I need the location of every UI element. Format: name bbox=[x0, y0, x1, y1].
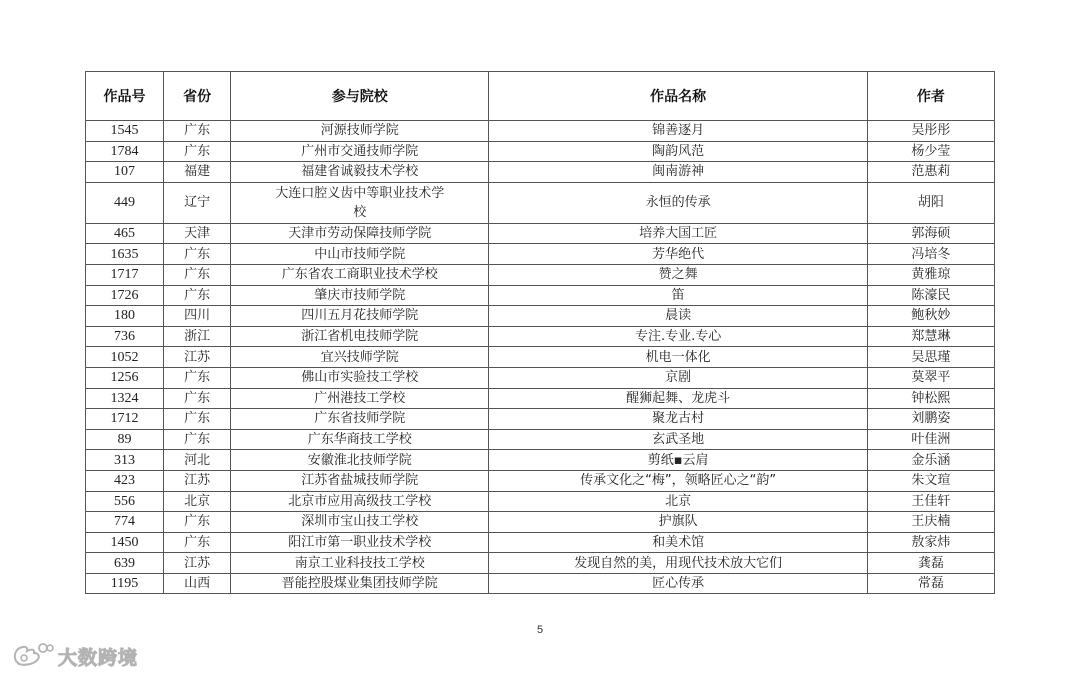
cell-work-id: 107 bbox=[86, 162, 164, 183]
table-row bbox=[86, 223, 995, 244]
cell-work-title: 培养大国工匠 bbox=[489, 223, 867, 244]
cell-province: 广东 bbox=[164, 285, 231, 306]
cell-author: 常磊 bbox=[867, 573, 994, 594]
table-row bbox=[86, 162, 995, 183]
cell-work-id: 1195 bbox=[86, 573, 164, 594]
cell-author: 王佳轩 bbox=[867, 491, 994, 512]
cell-author: 陈濠民 bbox=[867, 285, 994, 306]
page-number: 5 bbox=[536, 624, 544, 636]
cell-work-id: 1717 bbox=[86, 264, 164, 285]
header-province: 省份 bbox=[164, 72, 231, 121]
cell-work-title: 和美术馆 bbox=[489, 532, 867, 553]
cell-work-title: 永恒的传承 bbox=[489, 182, 867, 223]
cell-work-id: 465 bbox=[86, 223, 164, 244]
cell-author: 冯培冬 bbox=[867, 244, 994, 265]
cell-author: 郑慧琳 bbox=[867, 326, 994, 347]
cell-work-title: 醒狮起舞、龙虎斗 bbox=[489, 388, 867, 409]
cell-province: 江苏 bbox=[164, 347, 231, 368]
cell-school: 阳江市第一职业技术学校 bbox=[231, 532, 489, 553]
cell-author: 钟松熙 bbox=[867, 388, 994, 409]
cell-work-title: 京剧 bbox=[489, 367, 867, 388]
cell-school: 广东省技师学院 bbox=[231, 409, 489, 430]
cell-work-title: 玄武圣地 bbox=[489, 429, 867, 450]
cell-school: 晋能控股煤业集团技师学院 bbox=[231, 573, 489, 594]
table-row bbox=[86, 450, 995, 471]
cell-province: 河北 bbox=[164, 450, 231, 471]
cell-province: 天津 bbox=[164, 223, 231, 244]
cell-work-id: 1256 bbox=[86, 367, 164, 388]
table-row bbox=[86, 285, 995, 306]
cell-work-id: 1712 bbox=[86, 409, 164, 430]
cell-province: 广东 bbox=[164, 141, 231, 162]
cell-work-id: 313 bbox=[86, 450, 164, 471]
cell-author: 莫翠平 bbox=[867, 367, 994, 388]
table-row bbox=[86, 409, 995, 430]
table-row bbox=[86, 470, 995, 491]
table-row bbox=[86, 244, 995, 265]
cell-province: 广东 bbox=[164, 409, 231, 430]
cell-province: 广东 bbox=[164, 367, 231, 388]
table-row bbox=[86, 532, 995, 553]
cell-work-id: 1545 bbox=[86, 121, 164, 142]
award-list-table bbox=[85, 71, 995, 594]
cell-author: 叶佳洲 bbox=[867, 429, 994, 450]
cell-work-id: 449 bbox=[86, 182, 164, 223]
cell-work-title: 芳华绝代 bbox=[489, 244, 867, 265]
watermark-text: 大数跨境 bbox=[58, 646, 139, 669]
cell-work-id: 639 bbox=[86, 553, 164, 574]
cell-province: 四川 bbox=[164, 306, 231, 327]
cell-school: 大连口腔义齿中等职业技术学校 bbox=[231, 182, 489, 223]
cell-work-title: 发现自然的美，用现代技术放大它们 bbox=[489, 553, 867, 574]
cell-work-id: 1784 bbox=[86, 141, 164, 162]
cell-school: 北京市应用高级技工学校 bbox=[231, 491, 489, 512]
cell-work-title: 赞之舞 bbox=[489, 264, 867, 285]
cell-province: 浙江 bbox=[164, 326, 231, 347]
award-table-container bbox=[85, 71, 995, 594]
cell-work-id: 736 bbox=[86, 326, 164, 347]
weibo-logo-icon bbox=[10, 639, 54, 673]
cell-work-title: 笛 bbox=[489, 285, 867, 306]
cell-province: 广东 bbox=[164, 244, 231, 265]
cell-province: 广东 bbox=[164, 512, 231, 533]
cell-work-id: 774 bbox=[86, 512, 164, 533]
cell-province: 广东 bbox=[164, 429, 231, 450]
table-row bbox=[86, 512, 995, 533]
cell-author: 黄雅琼 bbox=[867, 264, 994, 285]
cell-work-title: 传承文化之“梅”，领略匠心之“韵” bbox=[489, 470, 867, 491]
cell-author: 郭海硕 bbox=[867, 223, 994, 244]
cell-author: 吴彤彤 bbox=[867, 121, 994, 142]
table-body bbox=[86, 121, 995, 594]
cell-work-id: 1726 bbox=[86, 285, 164, 306]
cell-school: 佛山市实验技工学校 bbox=[231, 367, 489, 388]
cell-school: 浙江省机电技师学院 bbox=[231, 326, 489, 347]
cell-work-id: 423 bbox=[86, 470, 164, 491]
cell-work-title: 聚龙古村 bbox=[489, 409, 867, 430]
table-row bbox=[86, 347, 995, 368]
table-row bbox=[86, 326, 995, 347]
cell-work-title: 专注.专业.专心 bbox=[489, 326, 867, 347]
cell-author: 范惠莉 bbox=[867, 162, 994, 183]
cell-province: 广东 bbox=[164, 388, 231, 409]
cell-work-title: 机电一体化 bbox=[489, 347, 867, 368]
cell-author: 朱文瑄 bbox=[867, 470, 994, 491]
cell-province: 福建 bbox=[164, 162, 231, 183]
table-row bbox=[86, 491, 995, 512]
table-row bbox=[86, 264, 995, 285]
cell-work-title: 陶韵风范 bbox=[489, 141, 867, 162]
cell-work-title: 闽南游神 bbox=[489, 162, 867, 183]
table-row bbox=[86, 306, 995, 327]
cell-province: 江苏 bbox=[164, 470, 231, 491]
table-row bbox=[86, 553, 995, 574]
cell-province: 山西 bbox=[164, 573, 231, 594]
cell-work-id: 1052 bbox=[86, 347, 164, 368]
cell-author: 金乐涵 bbox=[867, 450, 994, 471]
cell-work-id: 556 bbox=[86, 491, 164, 512]
cell-work-title: 匠心传承 bbox=[489, 573, 867, 594]
cell-work-title: 剪纸▪云肩 bbox=[489, 450, 867, 471]
cell-school: 四川五月花技师学院 bbox=[231, 306, 489, 327]
cell-author: 刘鹏姿 bbox=[867, 409, 994, 430]
cell-province: 江苏 bbox=[164, 553, 231, 574]
cell-province: 辽宁 bbox=[164, 182, 231, 223]
cell-school: 广州港技工学校 bbox=[231, 388, 489, 409]
cell-work-title: 晨读 bbox=[489, 306, 867, 327]
cell-school: 中山市技师学院 bbox=[231, 244, 489, 265]
header-work-title: 作品名称 bbox=[489, 72, 867, 121]
table-row bbox=[86, 141, 995, 162]
cell-author: 吴思瑾 bbox=[867, 347, 994, 368]
cell-school: 广东省农工商职业技术学校 bbox=[231, 264, 489, 285]
table-row bbox=[86, 573, 995, 594]
cell-work-id: 1324 bbox=[86, 388, 164, 409]
header-work-id: 作品号 bbox=[86, 72, 164, 121]
table-row bbox=[86, 121, 995, 142]
cell-school: 河源技师学院 bbox=[231, 121, 489, 142]
table-row bbox=[86, 367, 995, 388]
cell-school: 广州市交通技师学院 bbox=[231, 141, 489, 162]
table-row bbox=[86, 182, 995, 223]
cell-work-title: 护旗队 bbox=[489, 512, 867, 533]
cell-province: 北京 bbox=[164, 491, 231, 512]
cell-author: 龚磊 bbox=[867, 553, 994, 574]
cell-school: 广东华商技工学校 bbox=[231, 429, 489, 450]
cell-author: 王庆楠 bbox=[867, 512, 994, 533]
cell-province: 广东 bbox=[164, 264, 231, 285]
cell-work-title: 北京 bbox=[489, 491, 867, 512]
table-row bbox=[86, 429, 995, 450]
cell-author: 胡阳 bbox=[867, 182, 994, 223]
header-author: 作者 bbox=[867, 72, 994, 121]
table-header-row bbox=[86, 72, 995, 121]
cell-school: 安徽淮北技师学院 bbox=[231, 450, 489, 471]
cell-author: 敖家炜 bbox=[867, 532, 994, 553]
table-row bbox=[86, 388, 995, 409]
cell-work-id: 1635 bbox=[86, 244, 164, 265]
header-school: 参与院校 bbox=[231, 72, 489, 121]
cell-author: 杨少莹 bbox=[867, 141, 994, 162]
cell-author: 鲍秋妙 bbox=[867, 306, 994, 327]
cell-school: 肇庆市技师学院 bbox=[231, 285, 489, 306]
cell-work-id: 180 bbox=[86, 306, 164, 327]
cell-school: 南京工业科技技工学校 bbox=[231, 553, 489, 574]
cell-school: 深圳市宝山技工学校 bbox=[231, 512, 489, 533]
cell-school: 江苏省盐城技师学院 bbox=[231, 470, 489, 491]
cell-school: 天津市劳动保障技师学院 bbox=[231, 223, 489, 244]
cell-school: 福建省诚毅技术学校 bbox=[231, 162, 489, 183]
cell-work-id: 1450 bbox=[86, 532, 164, 553]
watermark bbox=[10, 640, 138, 672]
cell-school: 宜兴技师学院 bbox=[231, 347, 489, 368]
cell-work-id: 89 bbox=[86, 429, 164, 450]
cell-work-title: 锦善逐月 bbox=[489, 121, 867, 142]
cell-province: 广东 bbox=[164, 121, 231, 142]
cell-province: 广东 bbox=[164, 532, 231, 553]
